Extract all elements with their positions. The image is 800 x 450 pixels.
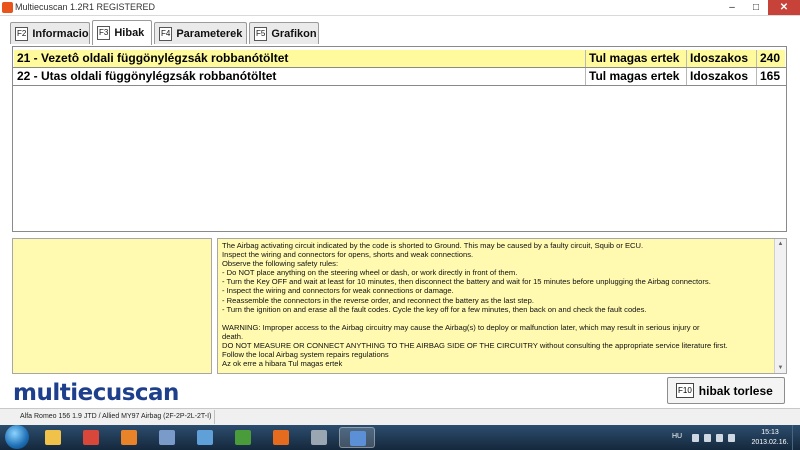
info-scrollbar[interactable] xyxy=(774,239,786,373)
tab-informacio[interactable] xyxy=(10,22,90,44)
taskbar-utorrent-button[interactable] xyxy=(225,427,261,448)
taskbar-tools-button[interactable] xyxy=(301,427,337,448)
info-line: WARNING: Improper access to the Airbag circuitry may cause the Airbag(s) to deploy or malfunction later, which may result in serious injury or xyxy=(222,322,700,332)
multiecuscan-icon xyxy=(350,431,366,446)
fault-description: 22 - Utas oldali függönylégzsák robbanótöltet xyxy=(14,68,586,85)
tab-hibak[interactable] xyxy=(92,20,152,45)
info-line: DO NOT MEASURE OR CONNECT ANYTHING TO THE AIRBAG SIDE OF THE CIRCUITRY without consulting the appropriate service literature first. xyxy=(222,341,728,351)
tab-key: F3 xyxy=(97,26,110,40)
info-line: - Turn the ignition on and erase all the fault codes. Cycle the key off for a few minutes, then back on and check the fault codes. xyxy=(222,304,647,314)
fault-description: 21 - Vezetô oldali függönylégzsák robbanótöltet xyxy=(14,50,586,67)
info-line: Inspect the wiring and connectors for opens, shorts and weak connections. xyxy=(222,250,474,260)
tab-key: F4 xyxy=(159,27,172,41)
vehicle-info: Alfa Romeo 156 1.9 JTD / Allied MY97 Airbag (2F-2P-2L-2T-I) xyxy=(20,413,212,420)
tab-bar xyxy=(10,20,790,44)
fault-count: 240 xyxy=(760,51,781,65)
info-line: - Reassemble the connectors in the reverse order, and reconnect the battery as the last step. xyxy=(222,295,534,305)
info-line xyxy=(222,314,772,323)
fault-status: Tul magas ertek xyxy=(586,50,687,67)
tab-key: F5 xyxy=(254,27,267,41)
fault-count: 165 xyxy=(760,69,781,83)
clock-time: 15:13 xyxy=(761,429,779,436)
status-bar xyxy=(0,408,800,425)
info-line: Az ok erre a hibara Tul magas ertek xyxy=(222,359,343,369)
taskbar-sniping-button[interactable] xyxy=(187,427,223,448)
taskbar-multiecuscan-button[interactable] xyxy=(339,427,375,448)
info-line: Follow the local Airbag system repairs regulations xyxy=(222,350,389,360)
taskbar-gallery-button[interactable] xyxy=(149,427,185,448)
taskbar-media-button[interactable] xyxy=(111,427,147,448)
tools-icon xyxy=(311,430,327,445)
clear-label: hibak torlese xyxy=(698,383,773,398)
explorer-icon xyxy=(45,430,61,445)
info-line: - Do NOT place anything on the steering wheel or dash, or work directly in front of them. xyxy=(222,268,518,278)
fault-row[interactable] xyxy=(14,50,785,67)
tab-label: Informacio xyxy=(32,27,89,40)
minimize-button[interactable]: – xyxy=(729,2,735,13)
tab-key: F2 xyxy=(15,27,28,41)
tab-label: Parameterek xyxy=(176,27,243,40)
app-logo: multiecuscan xyxy=(13,380,179,406)
fault-status: Tul magas ertek xyxy=(586,68,687,85)
app-icon xyxy=(2,2,13,13)
taskbar xyxy=(0,425,800,450)
start-button[interactable] xyxy=(5,425,29,449)
clear-faults-button[interactable] xyxy=(667,377,785,404)
scroll-down-icon[interactable]: ▼ xyxy=(777,365,784,371)
title-bar xyxy=(0,0,800,16)
fault-list[interactable] xyxy=(12,46,787,232)
utorrent-icon xyxy=(235,430,251,445)
app-star-icon xyxy=(83,430,99,445)
window-title: Multiecuscan 1.2R1 REGISTERED xyxy=(15,2,156,12)
tab-label: Hibak xyxy=(114,27,145,39)
fault-type: Idoszakos xyxy=(687,50,757,67)
info-line: The Airbag activating circuit indicated by the code is shorted to Ground. This may be caused by a faulty circuit, Squib or ECU. xyxy=(222,241,644,250)
gallery-icon xyxy=(159,430,175,445)
tab-grafikon[interactable] xyxy=(249,22,319,44)
tab-label: Grafikon xyxy=(271,27,317,40)
detail-side-panel xyxy=(12,238,212,374)
fault-info-panel[interactable] xyxy=(217,238,787,374)
info-line: - Turn the Key OFF and wait at least for 10 minutes, then disconnect the battery and wait for 15 minutes before unplugging the Airbag connectors. xyxy=(222,277,711,287)
clock-date: 2013.02.16. xyxy=(751,439,789,446)
info-line: - Inspect the wiring and connectors for weak connections or damage. xyxy=(222,286,454,296)
taskbar-explorer-button[interactable] xyxy=(35,427,71,448)
clock[interactable] xyxy=(750,428,790,448)
maximize-button[interactable]: □ xyxy=(752,2,760,13)
status-divider xyxy=(214,410,215,424)
fault-type: Idoszakos xyxy=(687,68,757,85)
sniping-icon xyxy=(197,430,213,445)
info-line: death. xyxy=(222,331,244,341)
tray-network-icon[interactable] xyxy=(716,434,723,442)
language-indicator[interactable]: HU xyxy=(672,433,683,440)
show-desktop-button[interactable] xyxy=(792,425,800,450)
clear-key: F10 xyxy=(676,383,694,398)
scroll-up-icon[interactable]: ▲ xyxy=(777,241,784,247)
tray-battery-icon[interactable] xyxy=(704,434,711,442)
tray-volume-icon[interactable] xyxy=(728,434,735,442)
taskbar-app-star-button[interactable] xyxy=(73,427,109,448)
firefox-icon xyxy=(273,430,289,445)
media-icon xyxy=(121,430,137,445)
tab-parameterek[interactable] xyxy=(154,22,247,44)
row-divider xyxy=(13,85,786,86)
tray-flag-icon[interactable] xyxy=(692,434,699,442)
fault-row[interactable] xyxy=(14,68,785,85)
info-line: Observe the following safety rules: xyxy=(222,259,339,269)
close-button[interactable]: ✕ xyxy=(768,0,800,15)
fault-info-text xyxy=(222,241,772,371)
taskbar-firefox-button[interactable] xyxy=(263,427,299,448)
